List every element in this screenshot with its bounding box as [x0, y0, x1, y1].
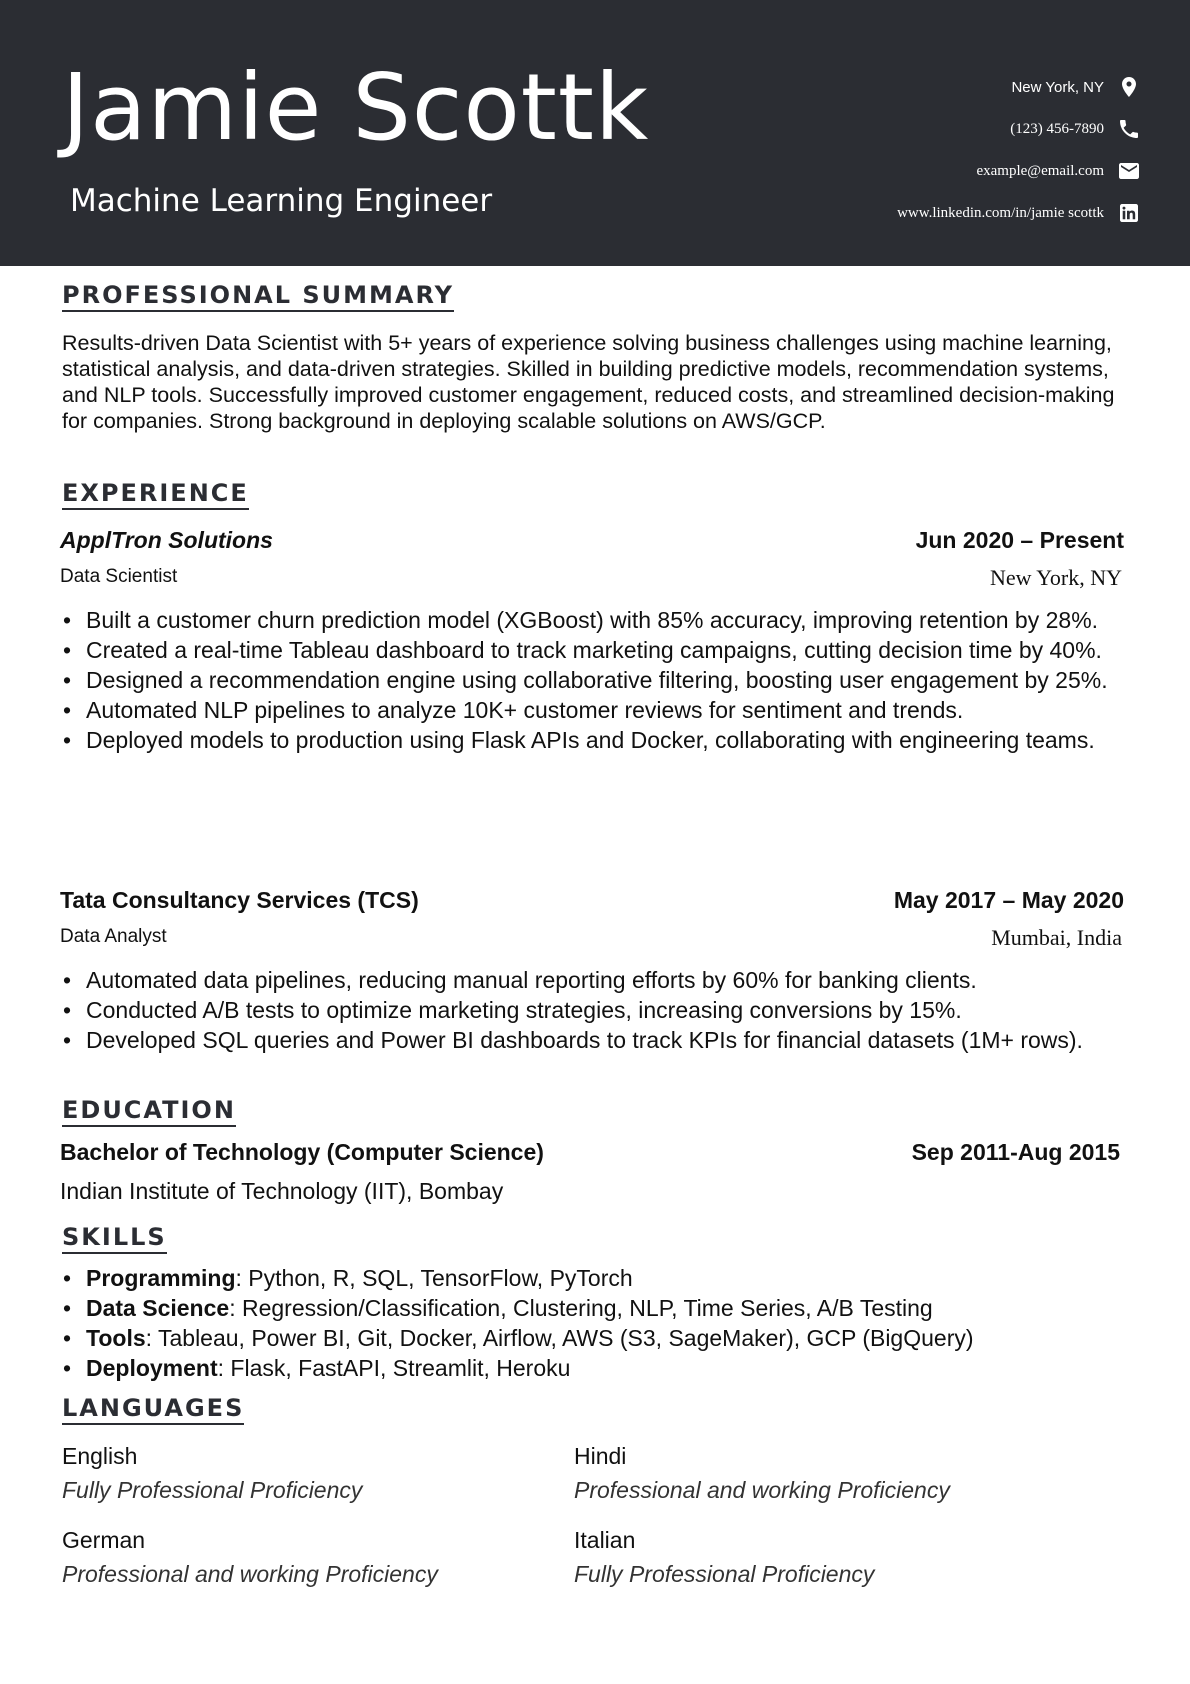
language-level: Fully Professional Proficiency — [574, 1561, 875, 1587]
contact-location-text: New York, NY — [1011, 78, 1104, 96]
list-item: • Developed SQL queries and Power BI dashboards to track KPIs for financial datasets (1M+ rows). — [60, 1025, 1132, 1055]
skill-item — [60, 1293, 1132, 1323]
resume-header — [0, 0, 1190, 266]
candidate-title: Machine Learning Engineer — [70, 183, 493, 219]
job-role: Data Scientist — [60, 566, 178, 587]
education-date: Sep 2011-Aug 2015 — [911, 1139, 1120, 1165]
job-date: May 2017 – May 2020 — [893, 887, 1124, 913]
list-item: • Automated data pipelines, reducing manual reporting efforts by 60% for banking clients. — [60, 965, 1132, 995]
job-bullets — [60, 605, 1132, 755]
job-date: Jun 2020 – Present — [915, 527, 1124, 553]
job-company: ApplTron Solutions — [60, 527, 273, 553]
contact-phone — [897, 108, 1142, 150]
language-name: Hindi — [574, 1443, 627, 1469]
language-name: German — [62, 1527, 146, 1553]
list-item: • Conducted A/B tests to optimize marketing strategies, increasing conversions by 15%. — [60, 995, 1132, 1025]
contact-location — [897, 66, 1142, 108]
list-item: • Automated NLP pipelines to analyze 10K+ customer reviews for sentiment and trends. — [60, 695, 1132, 725]
candidate-name: Jamie Scottk — [62, 54, 650, 161]
skill-item — [60, 1323, 1132, 1353]
job-location: Mumbai, India — [991, 925, 1122, 950]
languages-heading: LANGUAGES — [62, 1395, 244, 1425]
language-level: Professional and working Proficiency — [574, 1477, 950, 1503]
language-name: English — [62, 1443, 138, 1469]
location-pin-icon — [1116, 74, 1142, 100]
linkedin-icon — [1116, 200, 1142, 226]
email-icon — [1116, 158, 1142, 184]
contact-linkedin — [897, 192, 1142, 234]
skill-item — [60, 1353, 1132, 1383]
skill-label: Programming — [86, 1265, 236, 1291]
language-level: Professional and working Proficiency — [62, 1561, 438, 1587]
contact-linkedin-text: www.linkedin.com/in/jamie scottk — [897, 204, 1104, 221]
experience-heading: EXPERIENCE — [62, 480, 249, 510]
contact-phone-text: (123) 456-7890 — [1010, 120, 1104, 137]
skills-list — [60, 1263, 1132, 1383]
job-role: Data Analyst — [60, 926, 167, 947]
contact-list — [897, 66, 1142, 234]
skill-label: Data Science — [86, 1295, 230, 1321]
list-item: • Built a customer churn prediction model (XGBoost) with 85% accuracy, improving retention by 28%. — [60, 605, 1132, 635]
skill-value: : Flask, FastAPI, Streamlit, Heroku — [217, 1355, 571, 1381]
education-school: Indian Institute of Technology (IIT), Bombay — [60, 1178, 504, 1204]
job-location: New York, NY — [989, 565, 1122, 590]
contact-email-text: example@email.com — [976, 162, 1104, 179]
skill-value: : Python, R, SQL, TensorFlow, PyTorch — [235, 1265, 633, 1291]
summary-text: Results-driven Data Scientist with 5+ years of experience solving business challenges using machine learning, statistical analysis, and data-driven strategies. Skilled in building predictive models, recommendation systems, and NLP tools. Successfully improved customer engagement, reduced costs, and streamlined decision-making for companies. Strong background in deploying scalable solutions on AWS/GCP. — [62, 331, 1115, 433]
education-degree: Bachelor of Technology (Computer Science) — [60, 1139, 544, 1165]
skill-value: : Tableau, Power BI, Git, Docker, Airflow, AWS (S3, SageMaker), GCP (BigQuery) — [145, 1325, 974, 1351]
job-company: Tata Consultancy Services (TCS) — [60, 887, 419, 913]
skill-item — [60, 1263, 1132, 1293]
language-name: Italian — [574, 1527, 636, 1553]
skill-label: Tools — [86, 1325, 146, 1351]
phone-icon — [1116, 116, 1142, 142]
skill-value: : Regression/Classification, Clustering, NLP, Time Series, A/B Testing — [229, 1295, 933, 1321]
skill-label: Deployment — [86, 1355, 218, 1381]
language-level: Fully Professional Proficiency — [62, 1477, 363, 1503]
list-item: • Deployed models to production using Flask APIs and Docker, collaborating with engineering teams. — [60, 725, 1132, 755]
job-bullets — [60, 965, 1132, 1055]
list-item: • Designed a recommendation engine using collaborative filtering, boosting user engagement by 25%. — [60, 665, 1132, 695]
summary-heading: PROFESSIONAL SUMMARY — [62, 282, 454, 312]
skills-heading: SKILLS — [62, 1224, 167, 1254]
list-item: • Created a real-time Tableau dashboard to track marketing campaigns, cutting decision time by 40%. — [60, 635, 1132, 665]
contact-email — [897, 150, 1142, 192]
education-heading: EDUCATION — [62, 1097, 236, 1127]
